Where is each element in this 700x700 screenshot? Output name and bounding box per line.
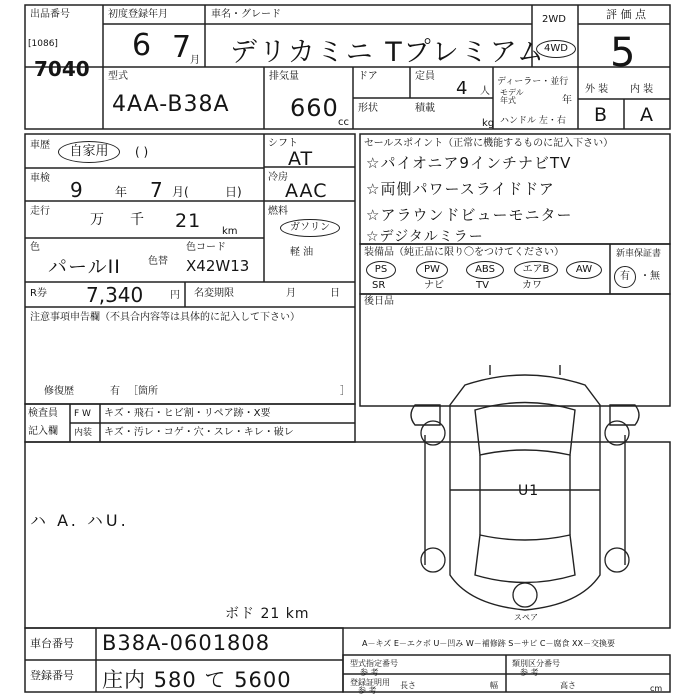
reg-doc-ref: 参 考 bbox=[358, 686, 377, 695]
equip-pw-circled: PW bbox=[416, 261, 448, 279]
ac-label: 冷房 bbox=[268, 172, 288, 183]
lot-label: 出品番号 bbox=[30, 9, 70, 20]
model-value: 4AA-B38A bbox=[112, 92, 230, 117]
mileage-sen: 千 bbox=[130, 212, 144, 228]
width-label: 幅 bbox=[490, 681, 498, 690]
history-label: 車歴 bbox=[30, 140, 50, 151]
mileage-value: 21 bbox=[175, 210, 202, 232]
lot-number: 7040 bbox=[34, 57, 90, 81]
post-items-label: 後日品 bbox=[364, 296, 394, 307]
right-mirror bbox=[610, 405, 639, 425]
warranty-none: ・無 bbox=[640, 271, 660, 282]
ac-value: AAC bbox=[285, 180, 328, 202]
model-year-unit: 年 bbox=[562, 95, 572, 106]
inspector-int-text: キズ・汚レ・コゲ・穴・スレ・キレ・破レ bbox=[104, 427, 294, 438]
equip-ps-circled: PS bbox=[366, 261, 396, 279]
shift-label: シフト bbox=[268, 138, 298, 149]
inspection-month-unit: 月( bbox=[172, 185, 189, 199]
inspection-month: 7 bbox=[150, 178, 164, 202]
recycle-value: 7,340 bbox=[86, 283, 144, 307]
title-exp-day: 日 bbox=[330, 288, 340, 299]
color-label: 色 bbox=[30, 242, 40, 253]
inspector-label-2: 記入欄 bbox=[28, 426, 58, 437]
history-paren: ( ) bbox=[135, 145, 149, 159]
shift-value: AT bbox=[288, 148, 314, 170]
left-mirror bbox=[411, 405, 440, 425]
sales-point-1: ☆パイオニア9インチナビTV bbox=[366, 154, 572, 172]
color-change-label: 色替 bbox=[148, 256, 168, 267]
notes-label: 注意事項申告欄（不具合内容等は具体的に記入して下さい） bbox=[30, 312, 300, 323]
inspection-day-unit: 日) bbox=[225, 185, 242, 199]
sales-point-2: ☆両側パワースライドドア bbox=[366, 180, 555, 198]
inspector-int-tag: 内装 bbox=[74, 428, 93, 438]
shape-label: 形状 bbox=[358, 103, 378, 114]
fuel-label: 燃料 bbox=[268, 206, 288, 217]
registration-label: 登録番号 bbox=[30, 669, 74, 682]
warranty-label: 新車保証書 bbox=[616, 249, 662, 259]
inspection-year: 9 bbox=[70, 178, 84, 202]
recycle-label: R券 bbox=[30, 288, 47, 299]
color-code-value: X42W13 bbox=[186, 257, 250, 275]
reg-doc-label: 登録証明用 bbox=[350, 678, 390, 687]
title-exp-month: 月 bbox=[286, 288, 296, 299]
lot-code: [1086] bbox=[28, 39, 58, 49]
inspector-fw-text: キズ・飛石・ヒビ割・リペア跡・X要 bbox=[104, 408, 271, 419]
drive-4wd-circled: 4WD bbox=[536, 40, 576, 58]
handle-label: ハンドル 左・右 bbox=[500, 116, 566, 126]
interior-grade: A bbox=[640, 104, 654, 126]
registration-value: 庄内 580 て 5600 bbox=[102, 668, 292, 692]
model-year-label: モデル 年式 bbox=[500, 88, 524, 105]
car-name-value: デリカミニ Tプレミアム bbox=[230, 37, 546, 68]
equip-aw-circled: AW bbox=[566, 261, 602, 279]
inspector-label-1: 検査員 bbox=[28, 408, 58, 419]
inspector-fw-tag: F W bbox=[74, 409, 91, 419]
equip-abs-circled: ABS bbox=[466, 261, 504, 279]
equipment-label: 装備品（純正品に限り〇をつけてください） bbox=[364, 247, 564, 258]
capacity-label: 定員 bbox=[415, 71, 435, 82]
repair-has: 有 bbox=[110, 386, 120, 397]
equip-leather: カワ bbox=[522, 280, 542, 291]
fuel-light-oil: 軽 油 bbox=[290, 247, 314, 258]
repair-places: ［箇所 bbox=[128, 386, 158, 397]
drive-2wd: 2WD bbox=[542, 14, 566, 25]
first-reg-label: 初度登録年月 bbox=[108, 9, 168, 20]
mileage-man: 万 bbox=[90, 212, 104, 228]
type-designation-ref: 参 考 bbox=[360, 668, 379, 677]
recycle-yen: 円 bbox=[170, 290, 180, 301]
capacity-unit: 人 bbox=[480, 86, 490, 97]
door-label: ドア bbox=[358, 71, 378, 82]
spare-label: スペア bbox=[514, 613, 538, 622]
chassis-label: 車台番号 bbox=[30, 637, 74, 650]
displacement-value: 660 bbox=[290, 94, 339, 122]
dealer-label: ディーラー・並行 bbox=[497, 77, 569, 87]
first-reg-year: 6 bbox=[132, 28, 153, 63]
mileage-label: 走行 bbox=[30, 206, 50, 217]
spare-tire bbox=[513, 583, 537, 607]
equip-sr: SR bbox=[372, 280, 386, 291]
score-value: 5 bbox=[610, 30, 637, 76]
exterior-label: 外 装 bbox=[585, 84, 609, 95]
mileage-km: km bbox=[222, 226, 238, 237]
inspector-handwritten-note: ハ A. ハU. bbox=[30, 511, 129, 530]
chassis-value: B38A-0601808 bbox=[102, 631, 271, 655]
equip-airbag-circled: エアB bbox=[514, 261, 558, 279]
color-value: パールII bbox=[48, 256, 121, 278]
length-label: 長さ bbox=[400, 681, 416, 690]
category-number-ref: 参 考 bbox=[520, 668, 539, 677]
height-label: 高さ bbox=[560, 681, 576, 690]
fuel-value-circled: ガソリン bbox=[280, 219, 340, 237]
displacement-label: 排気量 bbox=[269, 71, 299, 82]
damage-legend: A－キズ E－エクボ U－凹み W－補修跡 S－サビ C－腐食 XX－交換要 bbox=[362, 639, 616, 648]
car-rear-window bbox=[475, 535, 575, 583]
exterior-grade: B bbox=[594, 104, 609, 126]
history-value-circled: 自家用 bbox=[58, 141, 120, 163]
warranty-has-circled: 有 bbox=[614, 266, 636, 288]
score-label: 評 価 点 bbox=[606, 8, 646, 21]
interior-label: 内 装 bbox=[630, 84, 654, 95]
sales-point-4: ☆デジタルミラー bbox=[366, 229, 484, 245]
equip-navi: ナビ bbox=[424, 280, 444, 291]
model-label: 型式 bbox=[108, 71, 128, 82]
diagram-damage-mark: U1 bbox=[518, 483, 540, 499]
category-number-label: 類別区分番号 bbox=[512, 659, 560, 668]
inspection-year-unit: 年 bbox=[115, 185, 128, 199]
title-exp-label: 名変期限 bbox=[194, 288, 234, 299]
first-reg-month: 7 bbox=[172, 30, 193, 65]
sales-point-3: ☆アラウンドビューモニター bbox=[366, 206, 573, 224]
cm-unit: cm bbox=[650, 684, 663, 693]
kg-unit: kg bbox=[482, 118, 495, 129]
color-code-label: 色コード bbox=[186, 242, 226, 253]
cc-unit: cc bbox=[338, 117, 349, 128]
load-label: 積載 bbox=[415, 103, 435, 114]
sales-label: セールスポイント（正常に機能するものに記入下さい） bbox=[364, 138, 614, 149]
type-designation-label: 型式指定番号 bbox=[350, 659, 398, 668]
inspection-label: 車検 bbox=[30, 173, 50, 184]
car-name-label: 車名・グレード bbox=[211, 9, 281, 20]
car-windshield bbox=[475, 403, 575, 456]
first-reg-month-unit: 月 bbox=[190, 55, 200, 66]
equip-tv: TV bbox=[476, 280, 489, 291]
inspector-bottom-note: ボド 21 km bbox=[225, 606, 310, 622]
repair-label: 修復歴 bbox=[44, 386, 74, 397]
capacity-value: 4 bbox=[456, 78, 469, 99]
repair-close: ］ bbox=[340, 386, 350, 397]
